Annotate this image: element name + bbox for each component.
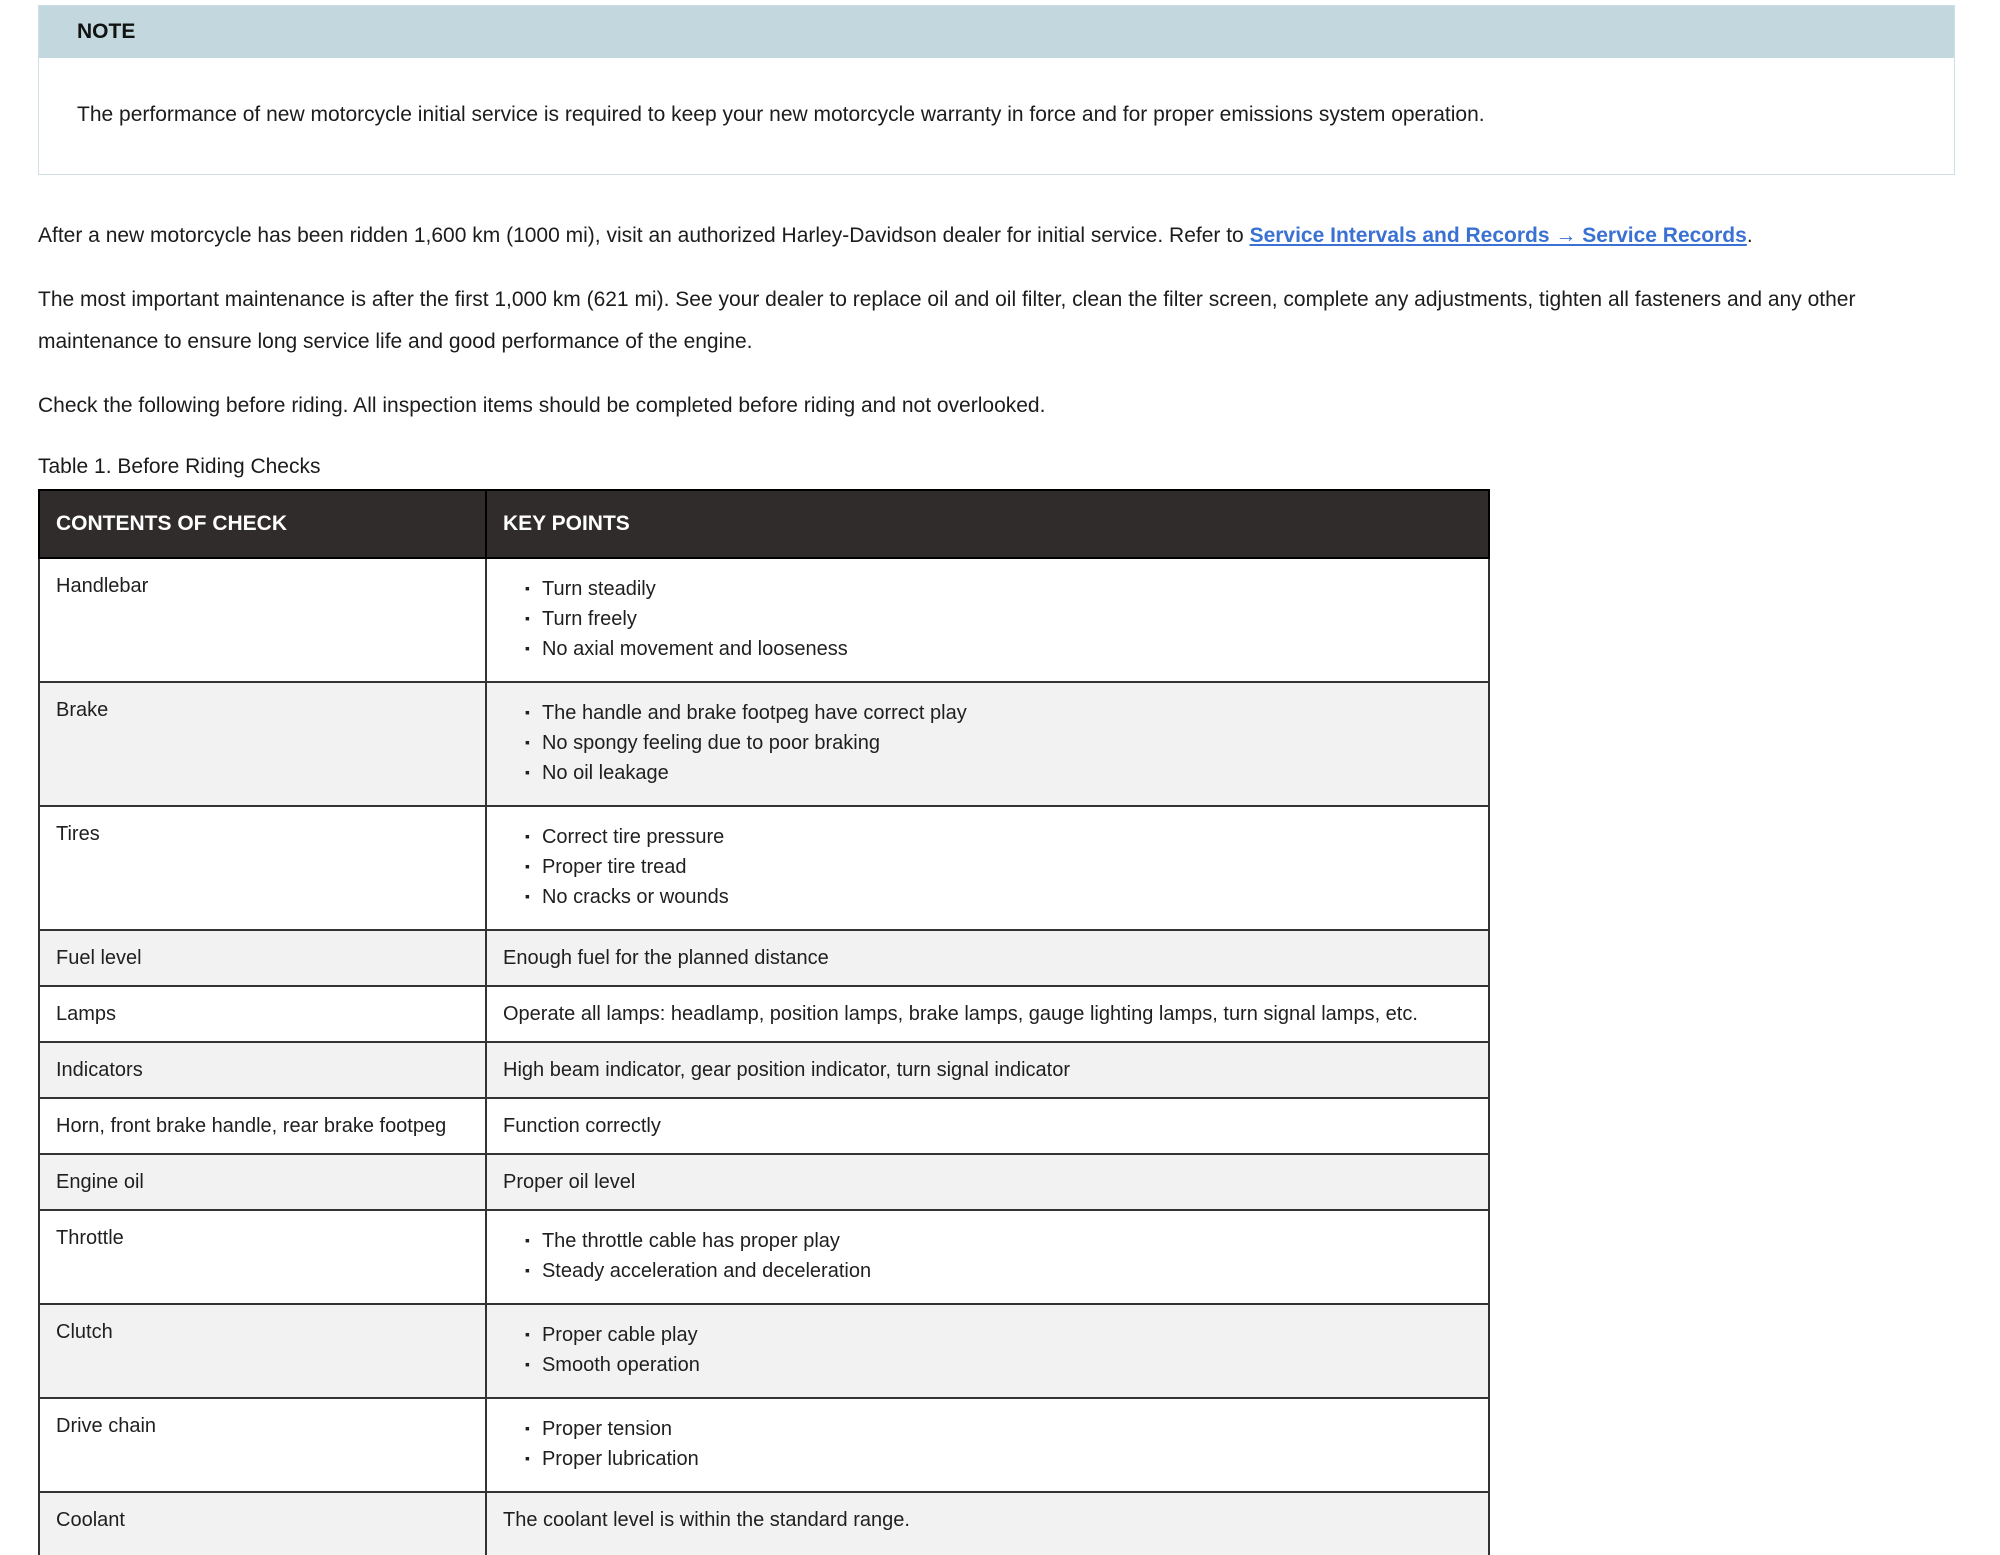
paragraph-initial-service-text: After a new motorcycle has been ridden 1,600 km (1000 mi), visit an authorized Harley-Davidson dealer for initial service. Refer to [38, 224, 1250, 247]
note-box [38, 5, 1955, 175]
key-point-item: ▪ The handle and brake footpeg have correct play [525, 699, 1472, 729]
key-points-cell [486, 1210, 1489, 1304]
key-points-list [503, 1227, 1472, 1287]
check-name-cell: Engine oil [39, 1154, 486, 1210]
key-point-item: ▪ Proper lubrication [525, 1445, 1472, 1475]
key-point-item: ▪ Proper cable play [525, 1321, 1472, 1351]
check-name-cell: Clutch [39, 1304, 486, 1398]
table-row [39, 682, 1489, 806]
check-name-cell: Horn, front brake handle, rear brake footpeg [39, 1098, 486, 1154]
key-point-item: ▪ Turn steadily [525, 575, 1472, 605]
key-points-list [503, 575, 1472, 665]
key-points-cell [486, 682, 1489, 806]
paragraph-initial-service [38, 215, 1955, 257]
note-body-text: The performance of new motorcycle initial service is required to keep your new motorcycle warranty in force and for proper emissions system operation. [77, 103, 1485, 126]
key-point-item: ▪ No spongy feeling due to poor braking [525, 729, 1472, 759]
column-header-contents-of-check: CONTENTS OF CHECK [39, 490, 486, 558]
key-points-cell: Function correctly [486, 1098, 1489, 1154]
key-point-item: ▪ Smooth operation [525, 1351, 1472, 1381]
paragraph-initial-service-period: . [1746, 224, 1753, 247]
note-label: NOTE [77, 20, 136, 43]
key-points-cell: High beam indicator, gear position indicator, turn signal indicator [486, 1042, 1489, 1098]
check-name-cell: Coolant [39, 1492, 486, 1555]
service-intervals-and-records-link[interactable]: Service Intervals and Records → Service Records [1249, 224, 1747, 247]
key-points-list [503, 823, 1472, 913]
key-point-item: ▪ Proper tire tread [525, 853, 1472, 883]
check-name-cell: Handlebar [39, 558, 486, 682]
table-caption: Table 1. Before Riding Checks [38, 455, 321, 478]
table-row [39, 1492, 1489, 1555]
table-row [39, 1398, 1489, 1492]
table-header-row [39, 490, 1489, 558]
key-point-item: ▪ No axial movement and looseness [525, 635, 1472, 665]
key-points-list [503, 1321, 1472, 1381]
key-point-item: ▪ Turn freely [525, 605, 1472, 635]
check-name-cell: Brake [39, 682, 486, 806]
table-row [39, 1042, 1489, 1098]
table-row [39, 930, 1489, 986]
table-row [39, 558, 1489, 682]
table-row [39, 1304, 1489, 1398]
check-name-cell: Throttle [39, 1210, 486, 1304]
key-point-item: ▪ The throttle cable has proper play [525, 1227, 1472, 1257]
key-points-cell [486, 1398, 1489, 1492]
key-points-cell: Enough fuel for the planned distance [486, 930, 1489, 986]
column-header-key-points: KEY POINTS [486, 490, 1489, 558]
check-name-cell: Lamps [39, 986, 486, 1042]
paragraph-first-maintenance: The most important maintenance is after the first 1,000 km (621 mi). See your dealer to replace oil and oil filter, clean the filter screen, complete any adjustments, tighten all fasteners and any other maintenance to ensure long service life and good performance of the engine. [38, 288, 1856, 353]
key-points-cell: The coolant level is within the standard range. [486, 1492, 1489, 1555]
key-points-cell: Proper oil level [486, 1154, 1489, 1210]
note-header [39, 6, 1954, 58]
key-points-cell [486, 1304, 1489, 1398]
key-points-cell [486, 558, 1489, 682]
key-points-list [503, 699, 1472, 789]
paragraph-check-before-riding: Check the following before riding. All inspection items should be completed before riding and not overlooked. [38, 394, 1046, 417]
before-riding-checks-table [38, 489, 1490, 1555]
table-row [39, 1098, 1489, 1154]
table-row [39, 1154, 1489, 1210]
check-name-cell: Drive chain [39, 1398, 486, 1492]
key-points-list [503, 1415, 1472, 1475]
key-points-cell: Operate all lamps: headlamp, position lamps, brake lamps, gauge lighting lamps, turn signal lamps, etc. [486, 986, 1489, 1042]
check-name-cell: Tires [39, 806, 486, 930]
table-row [39, 986, 1489, 1042]
key-point-item: ▪ No oil leakage [525, 759, 1472, 789]
check-name-cell: Fuel level [39, 930, 486, 986]
table-row [39, 806, 1489, 930]
table-row [39, 1210, 1489, 1304]
check-name-cell: Indicators [39, 1042, 486, 1098]
key-point-item: ▪ Proper tension [525, 1415, 1472, 1445]
key-point-item: ▪ Correct tire pressure [525, 823, 1472, 853]
key-point-item: ▪ No cracks or wounds [525, 883, 1472, 913]
key-point-item: ▪ Steady acceleration and deceleration [525, 1257, 1472, 1287]
key-points-cell [486, 806, 1489, 930]
